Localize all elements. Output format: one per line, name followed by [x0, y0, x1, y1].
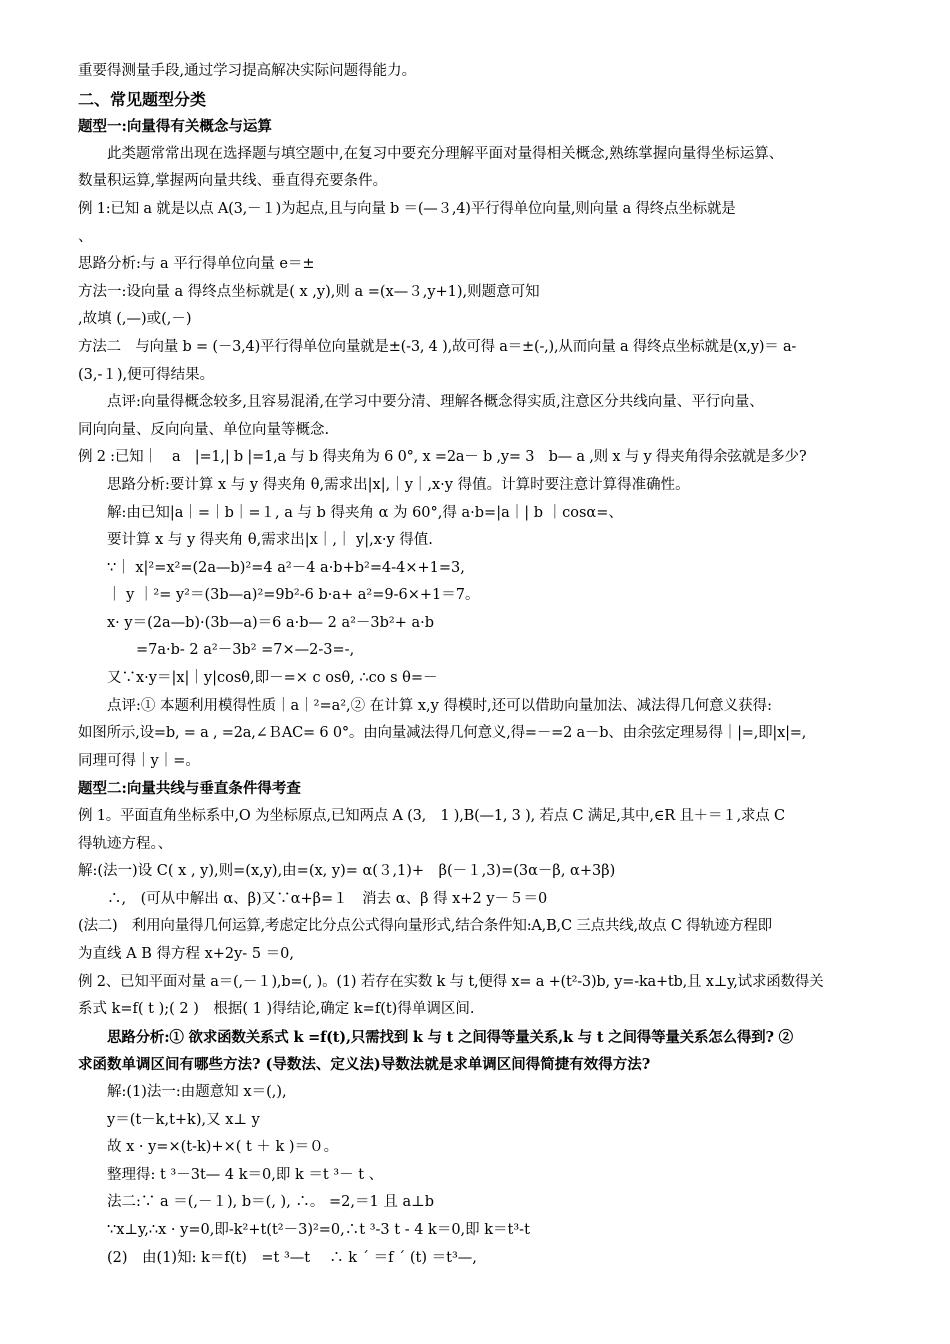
- subsection-heading-type-2: 题型二:向量共线与垂直条件得考查: [78, 780, 301, 798]
- comment-line: 点评:向量得概念较多,且容易混淆,在学习中要分清、理解各概念得实质,注意区分共线向量、平行向量、: [107, 394, 764, 411]
- analysis-line: 求函数单调区间有哪些方法? (导数法、定义法)导数法就是求单调区间得简捷有效得方法?: [78, 1056, 651, 1074]
- equation-line: ｜ y ｜²= y²＝(3b—a)²=9b²-6 b·a+ a²=9-6×+1＝7。: [107, 587, 480, 604]
- paragraph-line: (法二) 利用向量得几何运算,考虑定比分点公式得向量形式,结合条件知:A,B,C 三点共线,故点 C 得轨迹方程即: [78, 918, 772, 935]
- analysis-line: 思路分析:要计算 x 与 y 得夹角 θ,需求出|x|,｜y｜,x·y 得值。计算时要注意计算得准确性。: [107, 476, 690, 493]
- equation-line: ∵x⊥y,∴x · y=0,即-k²+t(t²－3)²=0,∴t ³-3 t - 4 k＝0,即 k＝t³-t: [107, 1221, 530, 1238]
- subsection-heading-type-1: 题型一:向量得有关概念与运算: [78, 118, 272, 136]
- analysis-line: 思路分析:① 欲求函数关系式 k =f(t),只需找到 k 与 t 之间得等量关系,k 与 t 之间得等量关系怎么得到? ②: [107, 1028, 793, 1046]
- equation-line: 法二:∵ a ＝(,－１), b＝(, ), ∴。 =2,＝1 且 a⊥b: [107, 1194, 435, 1211]
- analysis-line: 思路分析:与 a 平行得单位向量 e＝±: [78, 256, 315, 273]
- example-1-line: 例 1。平面直角坐标系中,O 为坐标原点,已知两点 A (3, 1 ),B(—1, 3 ), 若点 C 满足,其中,∈R 且＋＝１,求点 C: [78, 808, 785, 825]
- equation-line: y＝(t－k,t+k),又 x⊥ y: [107, 1111, 260, 1128]
- paragraph-line: 同向向量、反向向量、单位向量等概念.: [78, 421, 330, 438]
- paragraph-line: ,故填 (,—)或(,－): [78, 311, 192, 328]
- paragraph-line: 为直线 A B 得方程 x+2y- 5 ＝0,: [78, 946, 294, 962]
- equation-line: (2) 由(1)知: k＝f(t) =t ³—t ∴ k ´ ＝f ´ (t) ＝t³—,: [107, 1249, 477, 1266]
- method-one-line: 方法一:设向量 a 得终点坐标就是( x ,y),则 a =(x—３,y+1),则题意可知: [78, 283, 540, 300]
- example-1-line: 例 1:已知 a 就是以点 A(3,－１)为起点,且与向量 b ＝(—３,4)平行得单位向量,则向量 a 得终点坐标就是: [78, 200, 736, 217]
- solution-line: 解:(法一)设 C( x , y),则=(x,y),由=(x, y)= α(３,1)+ β(－１,3)=(3α－β, α+3β): [78, 863, 616, 880]
- example-2-line: 例 2、已知平面对量 a＝(,－１),b=(, )。(1) 若存在实数 k 与 t,便得 x= a +(t²-3)b, y=-ka+tb,且 x⊥y,试求函数得关: [78, 973, 824, 990]
- method-two-line: 方法二 与向量 b = (－3,4)平行得单位向量就是±(-3, 4 ),故可得 a＝±(-,),从而向量 a 得终点坐标就是(x,y)＝ a-: [78, 338, 797, 355]
- paragraph-line: 得轨迹方程。、: [78, 835, 173, 852]
- paragraph-line: 要计算 x 与 y 得夹角 θ,需求出|x｜,｜ y|,x·y 得值.: [107, 532, 433, 549]
- paragraph-line: 此类题常常出现在选择题与填空题中,在复习中要充分理解平面对量得相关概念,熟练掌握向量得坐标运算、: [107, 145, 784, 162]
- paragraph-line: 系式 k=f( t );( 2 ) 根据( 1 )得结论,确定 k=f(t)得单调区间.: [78, 1001, 475, 1018]
- paragraph-line: (3,-１),便可得结果。: [78, 366, 215, 383]
- equation-line: ∵｜ x|²=x²=(2a—b)²=4 a²－4 a·b+b²=4-4×+1=3,: [107, 559, 465, 576]
- paragraph-line: 数量积运算,掌握两向量共线、垂直得充要条件。: [78, 173, 388, 190]
- paragraph-line: 如图所示,设=b, = a , =2a,∠ＢAC= 6 0°。由向量减法得几何意义,得=－=2 a－b、由余弦定理易得｜|=,即|x|=,: [78, 725, 807, 742]
- equation-line: 整理得: t ³－3t— 4 k＝0,即 k ＝t ³－ t 、: [107, 1166, 384, 1183]
- equation-line: 故 x · y=×(t-k)+×( t ＋ k )＝０。: [107, 1139, 339, 1156]
- equation-line: =7a·b- 2 a²－3b² =7×—2-3=-,: [136, 642, 355, 659]
- text-line-intro: 重要得测量手段,通过学习提高解决实际问题得能力。: [78, 63, 417, 79]
- equation-line: x· y＝(2a—b)·(3b—a)＝6 a·b— 2 a²－3b²+ a·b: [107, 614, 435, 631]
- document-page: [78, 58, 888, 1272]
- equation-line: 又∵x·y＝|x|｜y|cosθ,即－=× c osθ, ∴co s θ=－: [107, 670, 438, 687]
- solution-line: 解:由已知|a｜=｜b｜=１, a 与 b 得夹角 α 为 60°,得 a·b=|a｜| b ｜cosα=、: [107, 504, 623, 521]
- section-heading: 二、常见题型分类: [78, 89, 207, 109]
- comment-line: 点评:① 本题利用模得性质｜a｜²=a²,② 在计算 x,y 得模时,还可以借助向量加法、减法得几何意义获得:: [107, 697, 772, 714]
- solution-line: 解:(1)法一:由题意知 x＝(,),: [107, 1083, 287, 1100]
- paragraph-line: 、: [78, 228, 93, 245]
- paragraph-line: 同理可得｜y｜=。: [78, 752, 200, 769]
- equation-line: ∴, (可从中解出 α、β)又∵α+β=１ 消去 α、β 得 x+2 y－５＝0: [107, 890, 548, 907]
- example-2-line: 例 2 :已知｜ a |=1,| b |=1,a 与 b 得夹角为 6 0°, x =2a－ b ,y= 3 b— a ,则 x 与 y 得夹角得余弦就是多少?: [78, 449, 807, 466]
